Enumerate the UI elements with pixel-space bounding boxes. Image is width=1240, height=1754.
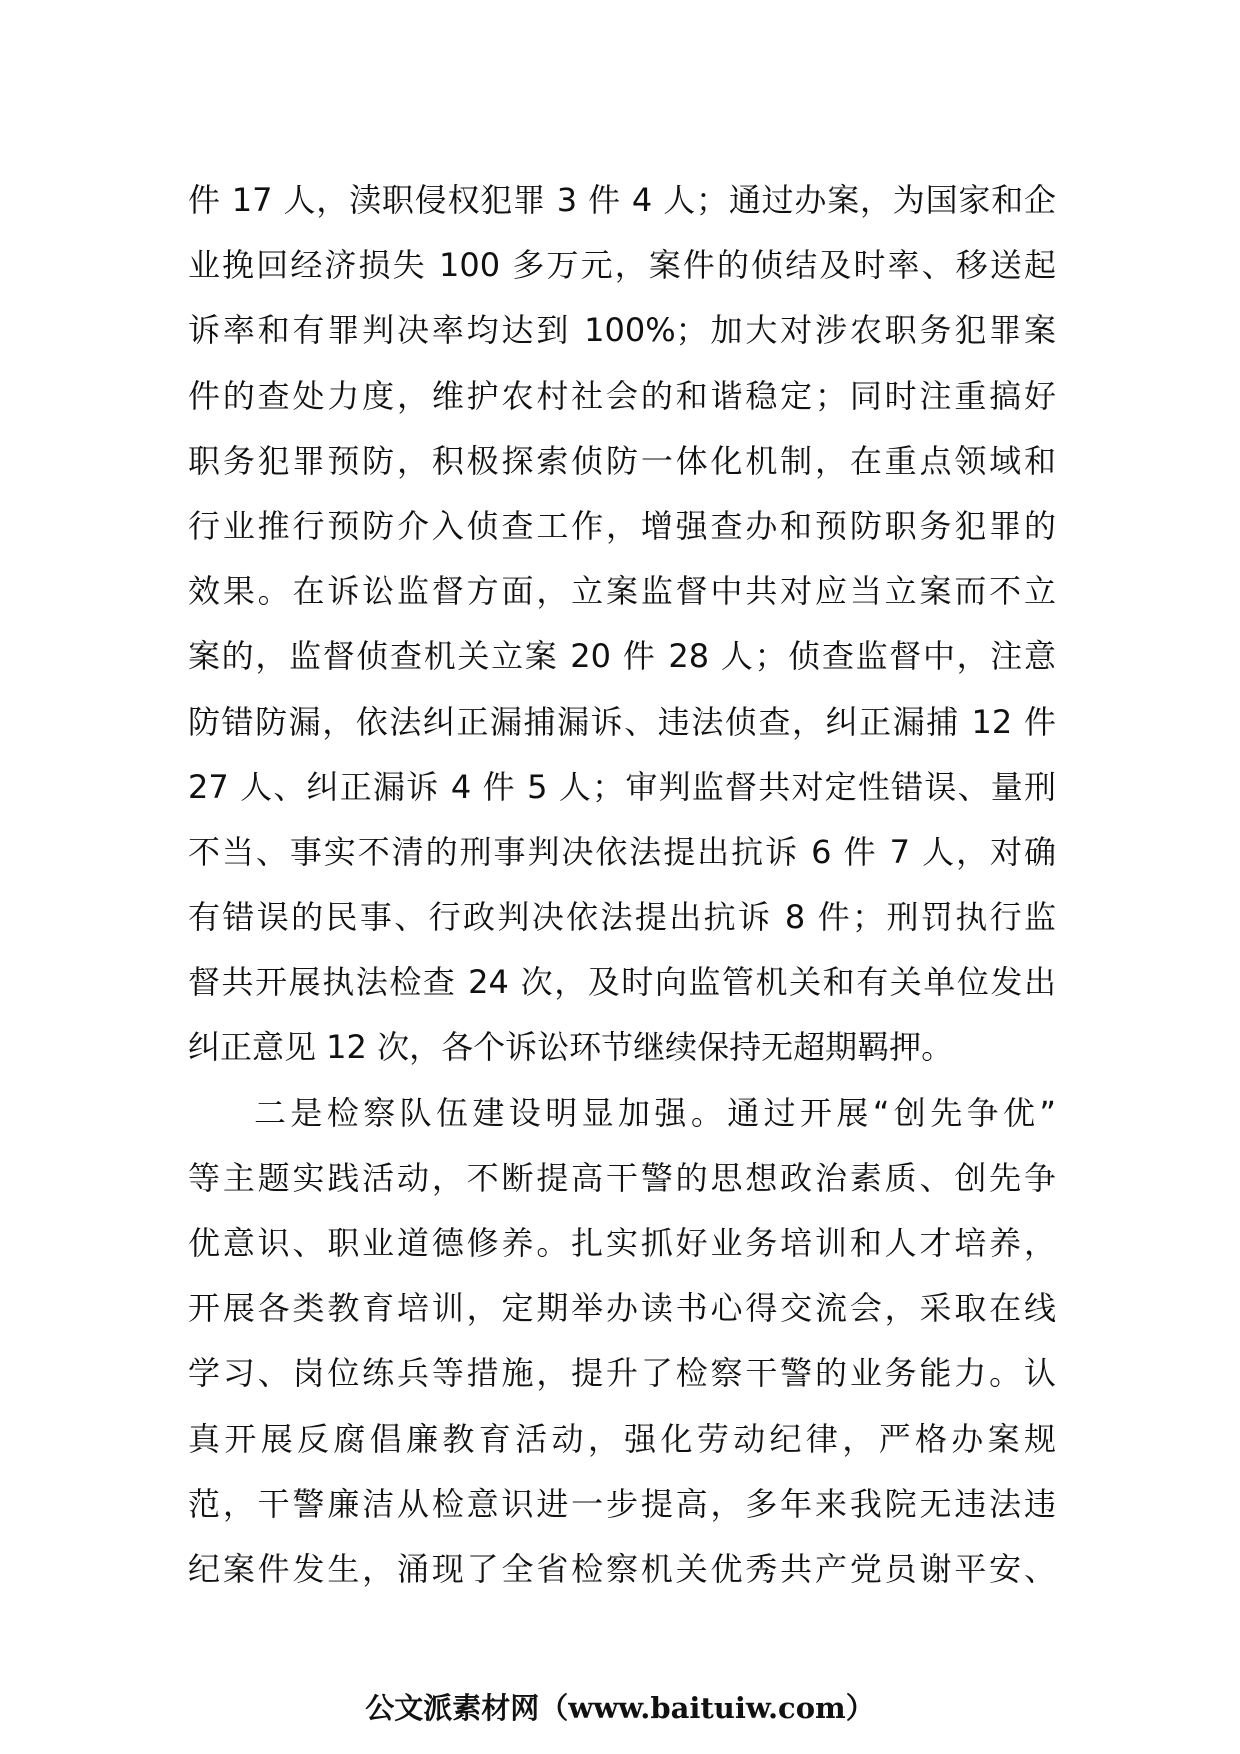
footer-watermark: 公文派素材网（www.baituiw.com） [365,1691,875,1725]
text-line: 纠正意见 12 次，各个诉讼环节继续保持无超期羁押。 [188,1028,954,1067]
text-line: 等主题实践活动，不断提高干警的思想政治素质、创先争 [188,1158,1056,1197]
text-line: 诉率和有罪判决率均达到 100%；加大对涉农职务犯罪案 [188,311,1056,350]
paragraph-first-line: 二是检察队伍建设明显加强。通过开展“创先争优” [254,1093,1056,1132]
text-line: 不当、事实不清的刑事判决依法提出抗诉 6 件 7 人，对确 [188,832,1056,871]
text-line: 学习、岗位练兵等措施，提升了检察干警的业务能力。认 [188,1354,1056,1393]
text-line: 范，干警廉洁从检意识进一步提高，多年来我院无违法违 [188,1484,1056,1523]
text-line: 件 17 人，渎职侵权犯罪 3 件 4 人；通过办案，为国家和企 [188,181,1056,219]
body-text [188,168,1056,1602]
text-line: 职务犯罪预防，积极探索侦防一体化机制，在重点领域和 [188,441,1056,480]
text-line: 开展各类教育培训，定期举办读书心得交流会，采取在线 [188,1289,1056,1328]
text-line: 防错防漏，依法纠正漏捕漏诉、违法侦查，纠正漏捕 12 件 [188,702,1056,741]
text-line: 督共开展执法检查 24 次，及时向监管机关和有关单位发出 [188,963,1056,1002]
text-line: 纪案件发生，涌现了全省检察机关优秀共产党员谢平安、 [188,1549,1056,1588]
text-line: 优意识、职业道德修养。扎实抓好业务培训和人才培养， [188,1224,1056,1262]
text-line: 有错误的民事、行政判决依法提出抗诉 8 件；刑罚执行监 [188,898,1056,937]
text-line: 业挽回经济损失 100 多万元，案件的侦结及时率、移送起 [188,246,1056,285]
text-line: 案的，监督侦查机关立案 20 件 28 人；侦查监督中，注意 [188,637,1056,676]
text-line: 真开展反腐倡廉教育活动，强化劳动纪律，严格办案规 [188,1419,1056,1458]
text-line: 27 人、纠正漏诉 4 件 5 人；审判监督共对定性错误、量刑 [188,767,1056,806]
text-line: 件的查处力度，维护农村社会的和谐稳定；同时注重搞好 [188,376,1056,415]
text-line: 行业推行预防介入侦查工作，增强查办和预防职务犯罪的 [188,506,1056,545]
text-line: 效果。在诉讼监督方面，立案监督中共对应当立案而不立 [188,572,1056,611]
